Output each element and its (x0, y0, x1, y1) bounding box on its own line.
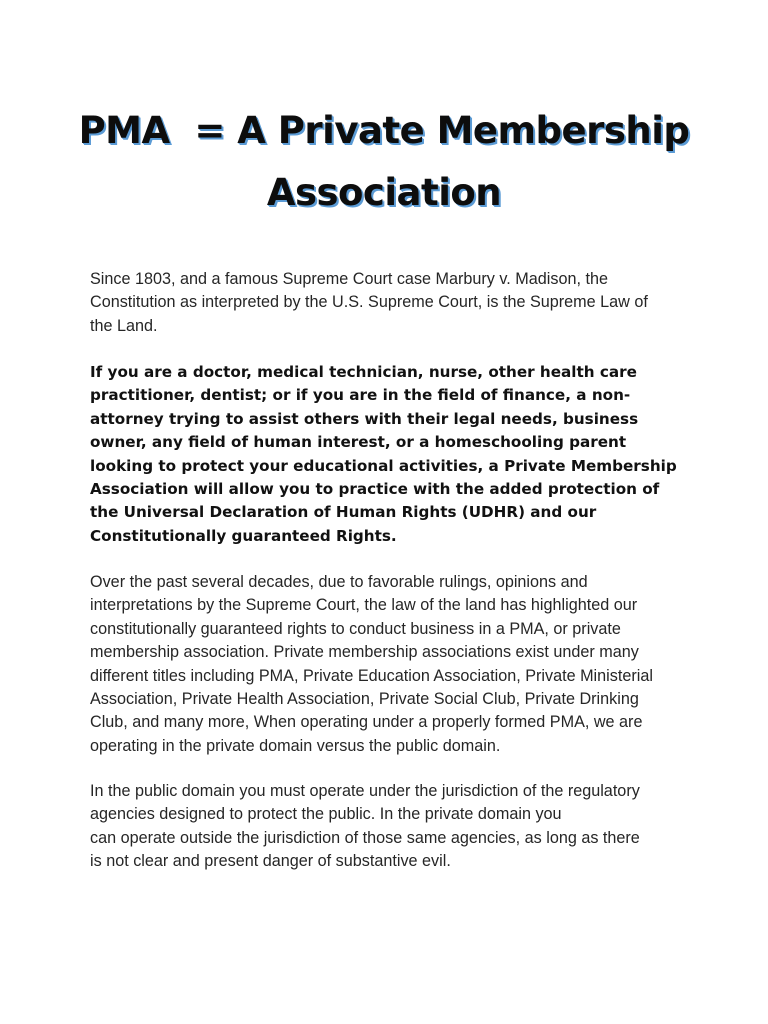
paragraph-line: membership association. Private membership associations exist under many (90, 643, 639, 662)
paragraph-line: Constitutionally guaranteed Rights. (90, 526, 397, 545)
paragraph-line: different titles including PMA, Private Education Association, Private Ministerial (90, 666, 653, 685)
paragraph-line: owner, any field of human interest, or a homeschooling parent (90, 433, 627, 452)
title-line: Association (266, 171, 502, 214)
paragraph-line: the Universal Declaration of Human Rights (UDHR) and our (90, 503, 597, 522)
paragraph-bold-callout (90, 361, 690, 548)
paragraph-line: Constitution as interpreted by the U.S. Supreme Court, is the Supreme Law of (90, 293, 648, 312)
paragraph-line: constitutionally guaranteed rights to conduct business in a PMA, or private (90, 619, 621, 638)
paragraph-line: operating in the private domain versus the public domain. (90, 736, 501, 755)
paragraph-line: If you are a doctor, medical technician, nurse, other health care (90, 363, 637, 381)
paragraph-domains (90, 780, 690, 874)
paragraph-line: Club, and many more, When operating under a properly formed PMA, we are (90, 713, 643, 732)
paragraph-line: the Land. (90, 316, 158, 335)
paragraph-line: attorney trying to assist others with their legal needs, business (90, 409, 639, 428)
paragraph-line: interpretations by the Supreme Court, the law of the land has highlighted our (90, 596, 638, 615)
paragraph-line: looking to protect your educational activities, a Private Membership (90, 456, 677, 475)
paragraph-history (90, 571, 690, 758)
title-line: PMA = A Private Membership (78, 109, 690, 152)
paragraph-line: Association, Private Health Association, Private Social Club, Private Drinking (90, 690, 639, 709)
paragraph-line: can operate outside the jurisdiction of those same agencies, as long as there (90, 828, 640, 847)
paragraph-intro (90, 268, 690, 338)
paragraph-line: Since 1803, and a famous Supreme Court case Marbury v. Madison, the (90, 270, 608, 288)
paragraph-line: Association will allow you to practice with the added protection of (90, 480, 660, 499)
paragraph-line: practitioner, dentist; or if you are in the field of finance, a non- (90, 386, 631, 405)
paragraph-line: In the public domain you must operate under the jurisdiction of the regulatory (90, 782, 640, 800)
paragraph-line: Over the past several decades, due to favorable rulings, opinions and (90, 573, 588, 591)
paragraph-line: agencies designed to protect the public. In the private domain you (90, 805, 562, 824)
page-title (0, 100, 768, 224)
paragraph-line: is not clear and present danger of substantive evil. (90, 852, 451, 871)
